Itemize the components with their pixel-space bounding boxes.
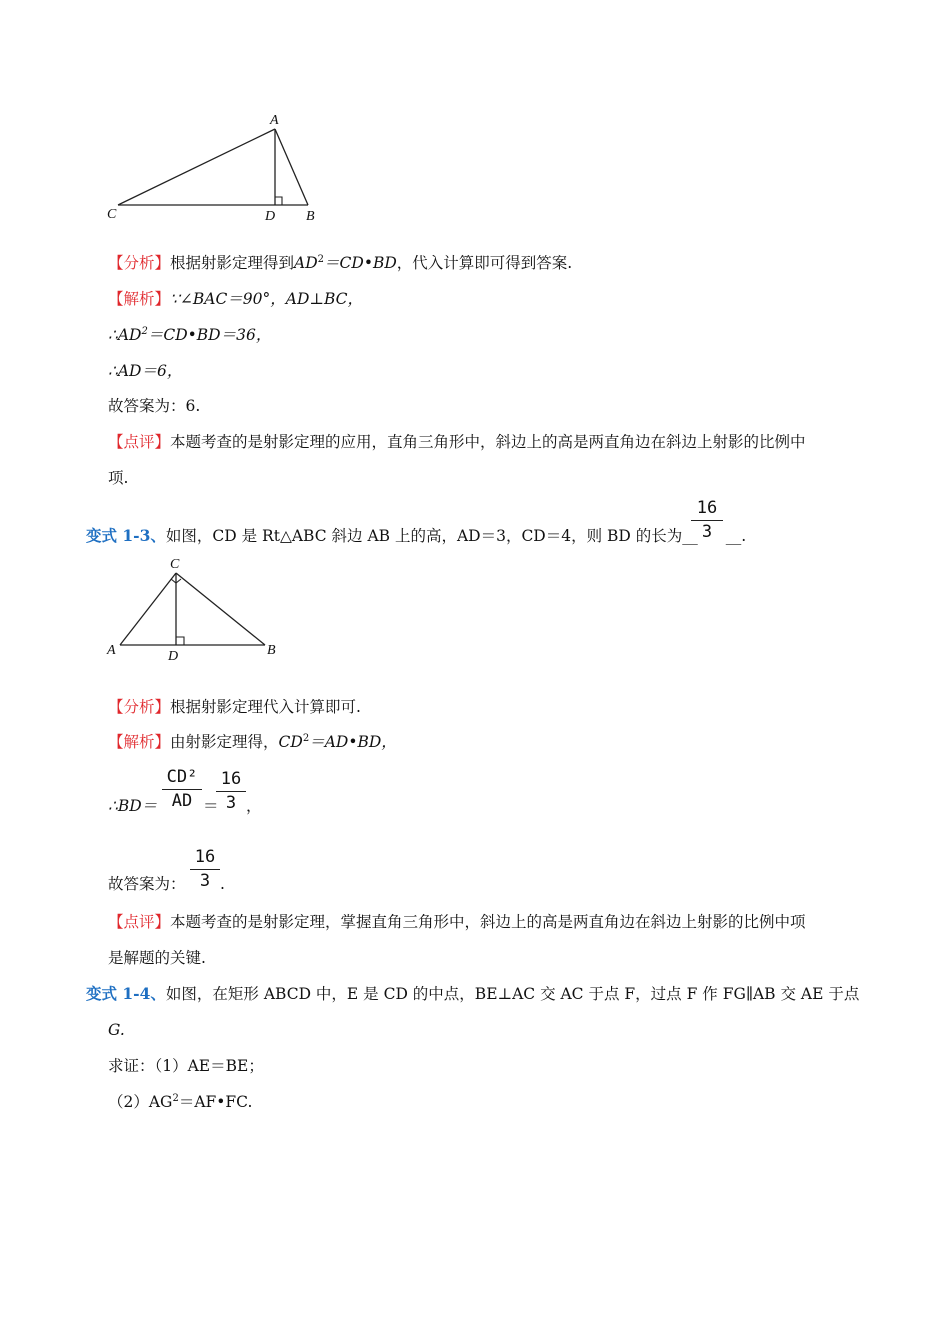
expr: ＝CD•BD [324, 254, 397, 272]
right-angle-mark [275, 197, 282, 205]
expr: ∴AD [108, 326, 142, 344]
variant-title: 变式 1-3、 [86, 526, 166, 545]
label-d: D [168, 649, 179, 664]
comment-tag: 【点评】 [108, 433, 171, 451]
solution-1 [108, 289, 363, 309]
fraction-denominator: 3 [199, 871, 211, 891]
prove-2 [108, 1092, 252, 1112]
expr: CD [278, 733, 303, 751]
label-a: A [270, 113, 279, 128]
fraction-denominator: 3 [701, 522, 713, 542]
variant-1-3-answer-fraction [691, 499, 723, 542]
variant-1-3-question [86, 526, 746, 546]
fraction-numerator: CD² [162, 768, 202, 790]
comment-1 [108, 432, 806, 452]
solution-tag: 【解析】 [108, 733, 171, 751]
solution-1-line2 [108, 325, 271, 345]
comma: ， [246, 797, 262, 815]
label-c: C [107, 207, 117, 222]
solution-tag: 【解析】 [108, 290, 171, 308]
analysis-text: 根据射影定理代入计算即可. [170, 698, 361, 716]
label-d: D [265, 209, 276, 224]
superscript: 2 [302, 733, 310, 744]
analysis-text: 根据射影定理得到 [170, 254, 295, 272]
analysis-1 [108, 253, 572, 273]
comment-1-cont: 项. [108, 469, 129, 487]
figure-triangle-1 [100, 108, 330, 228]
solution-1-line4: 故答案为：6. [108, 397, 201, 415]
fraction-numerator: 16 [190, 848, 220, 870]
comment-text: 本题考查的是射影定理的应用，直角三角形中，斜边上的高是两直角边在斜边上射影的比例中 [170, 433, 806, 451]
prove-1: 求证：（1）AE＝BE； [108, 1057, 264, 1075]
comment-tag: 【点评】 [108, 913, 171, 931]
question-text: 如图，CD 是 Rt△ABC 斜边 AB 上的高，AD＝3，CD＝4，则 BD 的长为 [165, 527, 683, 545]
solution-text: 由射影定理得， [170, 733, 279, 751]
label-c: C [170, 557, 180, 572]
answer-2-end: . [220, 875, 225, 893]
answer-2-prefix: 故答案为： [108, 875, 186, 893]
analysis-tag: 【分析】 [108, 698, 171, 716]
analysis-2 [108, 697, 361, 717]
solution-text: ∵∠BAC＝90°，AD⊥BC， [170, 290, 364, 308]
solution-1-line3: ∴AD＝6， [108, 362, 183, 380]
bd-prefix: ∴BD＝ [108, 797, 158, 815]
fraction-numerator: 16 [691, 499, 723, 521]
fraction-cd2-over-ad [162, 768, 202, 811]
fraction-denominator: AD [171, 791, 193, 811]
superscript: 2 [141, 326, 148, 337]
fraction-16-over-3 [216, 770, 246, 813]
question-text: 如图，在矩形 ABCD 中，E 是 CD 的中点，BE⊥AC 交 AC 于点 F，过点 F 作 FG∥AB 交 AE 于点 [165, 985, 860, 1003]
blank: __ [682, 527, 698, 545]
segment-cb [176, 573, 265, 645]
expr: （2）AG [108, 1093, 173, 1111]
figure-triangle-2 [100, 552, 290, 667]
expr: ＝AF•FC. [178, 1093, 253, 1111]
segment-ab [275, 129, 308, 205]
right-angle-mark-d [176, 637, 184, 645]
comment-text: 本题考查的是射影定理，掌握直角三角形中，斜边上的高是两直角边在斜边上射影的比例中项 [170, 913, 806, 931]
label-b: B [267, 643, 276, 658]
variant-1-4-question [86, 984, 859, 1004]
variant-1-4-question-cont: G. [108, 1021, 125, 1039]
segment-ca [118, 129, 275, 205]
segment-ac [120, 573, 176, 645]
label-b: B [306, 209, 315, 224]
equals-sign: ＝ [203, 797, 219, 815]
solution-2 [108, 732, 397, 752]
analysis-tag: 【分析】 [108, 254, 171, 272]
superscript: 2 [172, 1093, 179, 1104]
blank: __. [725, 527, 747, 545]
fraction-denominator: 3 [225, 793, 237, 813]
comment-2 [108, 912, 806, 932]
superscript: 2 [317, 254, 325, 265]
comment-2-cont: 是解题的关键. [108, 949, 206, 967]
variant-title: 变式 1-4、 [86, 984, 166, 1003]
label-a: A [107, 643, 116, 658]
expr: ＝CD•BD＝36， [147, 326, 272, 344]
expr: ＝AD•BD， [309, 733, 397, 751]
expr: AD [294, 254, 318, 272]
fraction-numerator: 16 [216, 770, 246, 792]
answer-2-fraction [190, 848, 220, 891]
analysis-text-end: ，代入计算即可得到答案. [396, 254, 573, 272]
